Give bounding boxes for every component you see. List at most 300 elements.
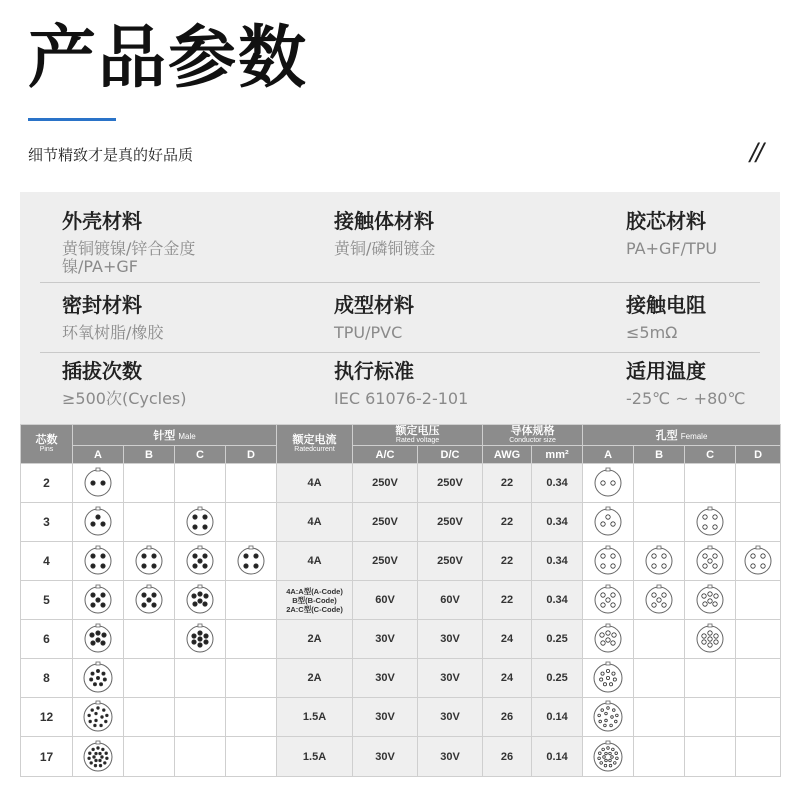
- male-a-cell: [73, 698, 124, 737]
- pins-cell: 17: [21, 737, 73, 777]
- male-connector-icon: [79, 661, 117, 695]
- pin-contact: [100, 724, 103, 727]
- socket-contact: [611, 603, 615, 607]
- socket-contact: [606, 598, 610, 602]
- mm2-header: mm²: [532, 446, 583, 464]
- female-header-en: Female: [680, 432, 708, 441]
- awg-cell: 22: [483, 542, 532, 581]
- connector-face: [745, 548, 771, 574]
- female-c-cell: [685, 464, 736, 503]
- spec-label: 执行标准: [334, 359, 414, 383]
- current-line: 4A:A型(A-Code): [286, 586, 343, 596]
- pin-contact: [89, 720, 92, 723]
- pin-contact: [97, 707, 100, 710]
- socket-contact: [606, 515, 610, 519]
- pin-contact: [142, 564, 146, 568]
- connector-key: [96, 507, 100, 510]
- connector-key: [249, 546, 253, 549]
- pin-contact: [142, 603, 146, 607]
- connector-face: [187, 509, 213, 535]
- male-a-cell: [73, 503, 124, 542]
- spec-shell-material: [62, 208, 252, 276]
- pin-contact: [90, 633, 94, 637]
- male-d-cell: [226, 659, 277, 698]
- dc-voltage-cell: 30V: [418, 698, 483, 737]
- material-spec-panel: [20, 192, 780, 424]
- pin-contact: [101, 641, 105, 645]
- socket-contact: [611, 716, 614, 719]
- spec-insert-material: [626, 208, 800, 258]
- socket-contact: [601, 564, 605, 568]
- male-b-cell: [124, 620, 175, 659]
- voltage-header: [353, 425, 483, 446]
- pin-contact: [91, 554, 95, 558]
- slash-decoration: //: [749, 138, 762, 166]
- socket-contact: [611, 564, 615, 568]
- pin-contact: [102, 709, 105, 712]
- male-code-c: C: [175, 446, 226, 464]
- socket-contact: [609, 759, 612, 762]
- spec-divider: [40, 352, 760, 353]
- socket-contact: [603, 683, 606, 686]
- male-a-cell: [73, 737, 124, 777]
- pin-contact: [101, 522, 105, 526]
- awg-cell: 22: [483, 464, 532, 503]
- socket-contact: [604, 724, 607, 727]
- pin-contact: [203, 554, 207, 558]
- pin-contact: [147, 598, 151, 602]
- male-d-cell: [226, 464, 277, 503]
- female-d-cell: [736, 542, 781, 581]
- connector-table-wrapper: [20, 424, 780, 776]
- spec-molding-material: [334, 292, 524, 342]
- spec-label: 成型材料: [334, 293, 414, 317]
- socket-contact: [614, 761, 617, 764]
- pins-cell: 6: [21, 620, 73, 659]
- socket-contact: [662, 554, 666, 558]
- female-code-c: C: [685, 446, 736, 464]
- male-connector-icon: [79, 466, 117, 500]
- female-connector-icon: [589, 700, 627, 734]
- voltage-header-text: 额定电压: [395, 425, 440, 437]
- socket-contact: [613, 709, 616, 712]
- pin-contact: [91, 603, 95, 607]
- socket-contact: [713, 554, 717, 558]
- pin-contact: [97, 746, 100, 749]
- spec-standard: [334, 358, 524, 408]
- connector-face: [238, 548, 264, 574]
- pins-cell: 4: [21, 542, 73, 581]
- male-c-cell: [175, 698, 226, 737]
- current-line: 2A:C型(C-Code): [286, 604, 343, 614]
- awg-cell: 24: [483, 620, 532, 659]
- pin-contact: [96, 669, 99, 672]
- current-cell: 2A: [277, 620, 353, 659]
- table-row: [21, 581, 781, 620]
- table-row: [21, 737, 781, 777]
- socket-contact: [708, 631, 712, 635]
- connector-key: [606, 585, 610, 588]
- male-c-cell: [175, 737, 226, 777]
- pin-contact: [101, 755, 104, 758]
- socket-contact: [657, 598, 661, 602]
- awg-cell: 24: [483, 659, 532, 698]
- pin-contact: [91, 641, 95, 645]
- current-header-en: Ratedcurrent: [294, 446, 335, 453]
- dc-voltage-cell: 30V: [418, 620, 483, 659]
- pin-contact: [95, 759, 98, 762]
- male-b-cell: [124, 503, 175, 542]
- male-header-text: 针型: [153, 430, 176, 442]
- male-connector-icon: [79, 544, 117, 578]
- connector-key: [96, 468, 100, 471]
- socket-contact: [662, 603, 666, 607]
- dc-voltage-cell: 60V: [418, 581, 483, 620]
- connector-spec-table: [20, 424, 781, 777]
- current-line: B型(B-Code): [292, 595, 337, 605]
- mm2-cell: 0.14: [532, 737, 583, 777]
- pin-contact: [89, 751, 92, 754]
- socket-contact: [601, 593, 605, 597]
- socket-contact: [605, 719, 608, 722]
- pin-contact: [193, 554, 197, 558]
- male-d-cell: [226, 503, 277, 542]
- female-code-a: A: [583, 446, 634, 464]
- awg-header: AWG: [483, 446, 532, 464]
- socket-contact: [615, 720, 618, 723]
- male-a-cell: [73, 659, 124, 698]
- female-a-cell: [583, 464, 634, 503]
- socket-contact: [615, 751, 618, 754]
- dc-header: D/C: [418, 446, 483, 464]
- male-b-cell: [124, 542, 175, 581]
- socket-contact: [600, 761, 603, 764]
- spec-label: 胶芯材料: [626, 209, 706, 233]
- female-header: [583, 425, 781, 446]
- socket-contact: [703, 602, 707, 606]
- pin-contact: [101, 593, 105, 597]
- male-connector-icon: [79, 583, 117, 617]
- male-connector-icon: [130, 544, 168, 578]
- female-connector-icon: [589, 505, 627, 539]
- socket-contact: [601, 709, 604, 712]
- spec-label: 插拔次数: [62, 359, 142, 383]
- connector-face: [595, 470, 621, 496]
- female-a-cell: [583, 581, 634, 620]
- current-cell: 1.5A: [277, 698, 353, 737]
- male-a-cell: [73, 542, 124, 581]
- connector-face: [697, 509, 723, 535]
- pin-contact: [198, 643, 202, 647]
- pin-contact: [96, 598, 100, 602]
- male-c-cell: [175, 542, 226, 581]
- connector-key: [147, 585, 151, 588]
- connector-key: [606, 507, 610, 510]
- socket-contact: [601, 672, 604, 675]
- female-d-cell: [736, 737, 781, 777]
- male-b-cell: [124, 737, 175, 777]
- male-c-cell: [175, 581, 226, 620]
- ac-voltage-cell: 250V: [353, 503, 418, 542]
- pin-contact: [204, 634, 208, 638]
- spec-value: 黄铜/磷铜镀金: [334, 239, 436, 258]
- female-d-cell: [736, 503, 781, 542]
- connector-key: [147, 546, 151, 549]
- current-cell: 4A: [277, 542, 353, 581]
- female-d-cell: [736, 620, 781, 659]
- female-connector-icon: [739, 544, 777, 578]
- connector-key: [606, 468, 610, 471]
- female-connector-icon: [589, 622, 627, 656]
- pin-contact: [101, 554, 105, 558]
- male-b-cell: [124, 464, 175, 503]
- pin-contact: [101, 481, 105, 485]
- pin-contact: [193, 564, 197, 568]
- ac-header: A/C: [353, 446, 418, 464]
- connector-table-body: [21, 464, 781, 777]
- current-header-text: 额定电流: [292, 434, 337, 446]
- pin-contact: [91, 522, 95, 526]
- awg-cell: 22: [483, 503, 532, 542]
- female-b-cell: [634, 464, 685, 503]
- pin-contact: [88, 714, 91, 717]
- socket-contact: [761, 554, 765, 558]
- mm2-cell: 0.34: [532, 503, 583, 542]
- connector-key: [657, 585, 661, 588]
- female-connector-icon: [589, 583, 627, 617]
- spec-value: IEC 61076-2-101: [334, 389, 469, 408]
- male-d-cell: [226, 542, 277, 581]
- spec-contact-material: [334, 208, 524, 258]
- connector-key: [96, 741, 100, 744]
- male-connector-icon: [181, 505, 219, 539]
- female-a-cell: [583, 503, 634, 542]
- spec-temperature: [626, 358, 800, 408]
- male-connector-icon: [79, 505, 117, 539]
- socket-contact: [703, 515, 707, 519]
- socket-contact: [611, 481, 615, 485]
- socket-contact: [702, 634, 706, 638]
- pin-contact: [101, 564, 105, 568]
- conductor-header: [483, 425, 583, 446]
- spec-value: 环氧树脂/橡胶: [62, 323, 164, 342]
- socket-contact: [611, 522, 615, 526]
- female-b-cell: [634, 737, 685, 777]
- pin-contact: [152, 564, 156, 568]
- male-a-cell: [73, 620, 124, 659]
- male-d-cell: [226, 698, 277, 737]
- socket-contact: [604, 764, 607, 767]
- pin-contact: [192, 634, 196, 638]
- dc-voltage-cell: 250V: [418, 542, 483, 581]
- title-underline: [28, 118, 116, 121]
- male-code-b: B: [124, 446, 175, 464]
- male-connector-icon: [79, 700, 117, 734]
- pin-contact: [104, 761, 107, 764]
- pin-contact: [96, 638, 100, 642]
- socket-contact: [601, 603, 605, 607]
- dc-voltage-cell: 30V: [418, 737, 483, 777]
- spec-label: 接触体材料: [334, 209, 434, 233]
- male-header: [73, 425, 277, 446]
- ac-voltage-cell: 250V: [353, 464, 418, 503]
- male-connector-icon: [79, 622, 117, 656]
- spec-value: TPU/PVC: [334, 323, 403, 342]
- female-c-cell: [685, 620, 736, 659]
- pin-contact: [104, 720, 107, 723]
- male-c-cell: [175, 464, 226, 503]
- female-b-cell: [634, 581, 685, 620]
- connector-key: [606, 662, 610, 665]
- pin-contact: [105, 751, 108, 754]
- socket-contact: [713, 602, 717, 606]
- pin-contact: [91, 672, 94, 675]
- pin-contact: [198, 637, 202, 641]
- socket-contact: [599, 751, 602, 754]
- pin-contact: [90, 761, 93, 764]
- female-a-cell: [583, 542, 634, 581]
- male-c-cell: [175, 503, 226, 542]
- connector-key: [708, 546, 712, 549]
- socket-contact: [652, 603, 656, 607]
- socket-contact: [601, 554, 605, 558]
- socket-contact: [610, 724, 613, 727]
- male-connector-icon: [130, 583, 168, 617]
- pins-cell: 2: [21, 464, 73, 503]
- female-connector-icon: [640, 583, 678, 617]
- female-connector-icon: [691, 622, 729, 656]
- pin-contact: [96, 515, 100, 519]
- female-b-cell: [634, 698, 685, 737]
- pin-contact: [103, 678, 106, 681]
- socket-contact: [703, 564, 707, 568]
- female-connector-icon: [589, 544, 627, 578]
- female-c-cell: [685, 581, 736, 620]
- female-d-cell: [736, 698, 781, 737]
- male-c-cell: [175, 659, 226, 698]
- connector-face: [85, 509, 111, 535]
- female-connector-icon: [691, 544, 729, 578]
- connector-face: [85, 470, 111, 496]
- page-title: 产品参数: [28, 19, 309, 98]
- mm2-cell: 0.34: [532, 542, 583, 581]
- female-connector-icon: [691, 583, 729, 617]
- socket-contact: [611, 755, 614, 758]
- current-cell: 4A: [277, 464, 353, 503]
- pin-contact: [96, 631, 100, 635]
- socket-contact: [609, 764, 612, 767]
- pin-contact: [198, 599, 202, 603]
- socket-contact: [601, 522, 605, 526]
- pin-contact: [106, 714, 109, 717]
- female-d-cell: [736, 464, 781, 503]
- spec-value: ≥500次(Cycles): [62, 389, 187, 408]
- socket-contact: [751, 564, 755, 568]
- pin-contact: [244, 554, 248, 558]
- female-b-cell: [634, 503, 685, 542]
- pin-contact: [101, 716, 104, 719]
- pin-contact: [99, 683, 102, 686]
- socket-contact: [708, 643, 712, 647]
- connector-key: [708, 624, 712, 627]
- connector-key: [606, 546, 610, 549]
- pin-contact: [99, 759, 102, 762]
- connector-key: [606, 701, 610, 704]
- socket-contact: [703, 554, 707, 558]
- pin-contact: [203, 515, 207, 519]
- current-cell: 2A: [277, 659, 353, 698]
- socket-contact: [662, 593, 666, 597]
- conductor-header-text: 导体规格: [510, 425, 555, 437]
- socket-contact: [713, 525, 717, 529]
- pin-contact: [102, 672, 105, 675]
- spec-label: 接触电阻: [626, 293, 706, 317]
- socket-contact: [616, 714, 619, 717]
- socket-contact: [599, 720, 602, 723]
- socket-contact: [601, 641, 605, 645]
- mm2-cell: 0.14: [532, 698, 583, 737]
- socket-contact: [702, 640, 706, 644]
- pin-contact: [142, 593, 146, 597]
- connector-key: [708, 585, 712, 588]
- female-connector-icon: [589, 466, 627, 500]
- connector-key: [198, 546, 202, 549]
- connector-key: [96, 662, 100, 665]
- socket-contact: [652, 554, 656, 558]
- pin-contact: [96, 676, 99, 679]
- connector-face: [595, 509, 621, 535]
- connector-key: [198, 624, 202, 627]
- female-c-cell: [685, 542, 736, 581]
- spec-contact-resistance: [626, 292, 800, 342]
- socket-contact: [612, 748, 615, 751]
- female-connector-icon: [691, 505, 729, 539]
- spec-label: 密封材料: [62, 293, 142, 317]
- socket-contact: [613, 678, 616, 681]
- male-b-cell: [124, 659, 175, 698]
- pin-contact: [198, 559, 202, 563]
- table-row: [21, 542, 781, 581]
- socket-contact: [602, 748, 605, 751]
- ac-voltage-cell: 30V: [353, 659, 418, 698]
- socket-contact: [708, 559, 712, 563]
- pin-contact: [198, 631, 202, 635]
- female-b-cell: [634, 659, 685, 698]
- female-b-cell: [634, 620, 685, 659]
- connector-key: [657, 546, 661, 549]
- pin-contact: [91, 481, 95, 485]
- socket-contact: [605, 752, 608, 755]
- pin-contact: [192, 640, 196, 644]
- pins-header-text: 芯数: [35, 434, 58, 446]
- pin-contact: [91, 593, 95, 597]
- female-a-cell: [583, 698, 634, 737]
- socket-contact: [611, 593, 615, 597]
- pin-contact: [91, 564, 95, 568]
- male-d-cell: [226, 581, 277, 620]
- female-c-cell: [685, 659, 736, 698]
- pin-contact: [93, 755, 96, 758]
- pin-contact: [192, 594, 196, 598]
- pin-contact: [254, 564, 258, 568]
- dc-voltage-cell: 30V: [418, 659, 483, 698]
- female-code-d: D: [736, 446, 781, 464]
- socket-contact: [609, 683, 612, 686]
- socket-contact: [662, 564, 666, 568]
- connector-face: [646, 548, 672, 574]
- pin-contact: [152, 593, 156, 597]
- socket-contact: [612, 633, 616, 637]
